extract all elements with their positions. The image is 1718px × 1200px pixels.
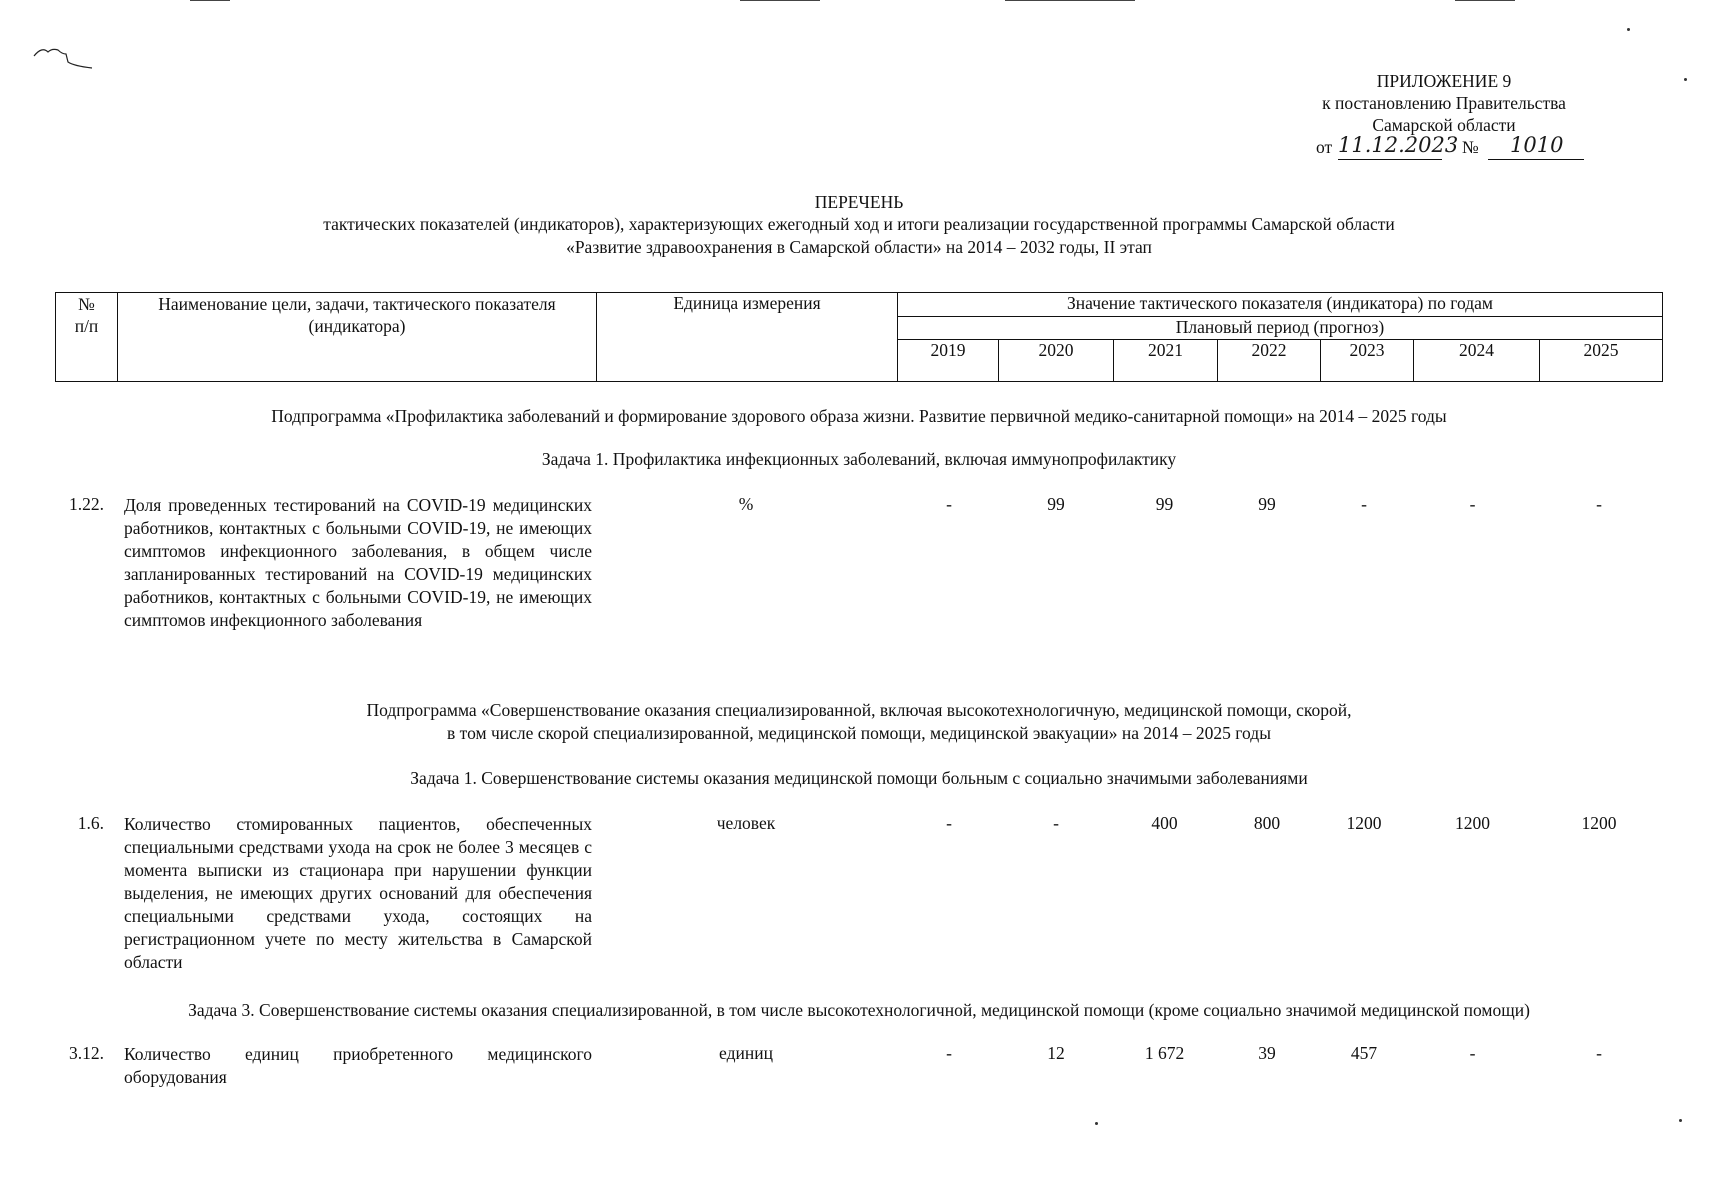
date-prefix: от [1316, 137, 1333, 157]
row-name: Доля проведенных тестирований на COVID-19 медицинских работников, контактных с больными COVID-19, не имеющих симптомов инфекционного заболевания, в общем числе запланированных тестирований на COVID-19 медицинских работников, контактных с больными COVID-19, не имеющих симптомов инфекционного заболевания [124, 495, 592, 630]
row-value-2025: - [1596, 1043, 1602, 1063]
row-value-2023: 1200 [1346, 813, 1382, 833]
header-col-unit: Единица измерения [597, 293, 898, 382]
appendix-date-line [1284, 133, 1604, 162]
header-col-period: Плановый период (прогноз) [898, 317, 1663, 340]
row-name: Количество стомированных пациентов, обеспеченных специальными средствами ухода на срок не более 3 месяцев с момента выписки из стационара при нарушении функции выделения, не имеющих других оснований для обеспечения специальными средствами ухода, состоящих на регистрационном учете по месту жительства в Самарской области [124, 814, 592, 972]
subprogram-heading-line-1: Подпрограмма «Совершенствование оказания специализированной, включая высокотехнологичную, медицинской помощи, скорой, [366, 700, 1352, 720]
task-heading: Задача 1. Профилактика инфекционных заболеваний, включая иммунопрофилактику [541, 449, 1177, 469]
header-year: 2021 [1114, 340, 1218, 382]
signature-underline [1488, 159, 1584, 160]
row-value-2022: 99 [1258, 494, 1276, 514]
handwritten-date: 11.12.2023 [1338, 133, 1459, 157]
row-value-2019: - [946, 494, 952, 514]
row-value-2022: 39 [1258, 1043, 1276, 1063]
row-number: 1.22. [69, 494, 104, 514]
row-value-2020: - [1053, 813, 1059, 833]
row-value-2022: 800 [1253, 813, 1281, 833]
row-value-2023: - [1361, 494, 1367, 514]
row-unit: единиц [719, 1043, 773, 1063]
header-col-name: Наименование цели, задачи, тактического показателя (индикатора) [118, 293, 597, 382]
row-value-2025: - [1596, 494, 1602, 514]
subprogram-heading-line-2: в том числе скорой специализированной, медицинской помощи, медицинской эвакуации» на 2014 – 2025 годы [447, 723, 1271, 743]
number-prefix: № [1462, 137, 1479, 157]
corner-scribble [30, 40, 100, 80]
handwritten-number: 1010 [1510, 133, 1564, 157]
appendix-line-1: к постановлению Правительства [1322, 93, 1566, 113]
signature-underline [1338, 159, 1442, 160]
row-value-2023: 457 [1350, 1043, 1378, 1063]
header-year: 2024 [1414, 340, 1540, 382]
scan-artifact-line [190, 0, 230, 1]
document-title: ПЕРЕЧЕНЬ [814, 192, 904, 212]
scan-artifact-line [1005, 0, 1135, 1]
row-name: Количество единиц приобретенного медицинского оборудования [124, 1044, 592, 1087]
appendix-block [1284, 70, 1604, 162]
appendix-title: ПРИЛОЖЕНИЕ 9 [1376, 71, 1512, 91]
header-year: 2022 [1218, 340, 1321, 382]
scan-speck [1684, 78, 1687, 81]
header-year: 2019 [898, 340, 999, 382]
row-unit: % [738, 494, 754, 514]
task-heading: Задача 1. Совершенствование системы оказания медицинской помощи больным с социально значимыми заболеваниями [410, 768, 1308, 788]
document-subtitle-line-1: тактических показателей (индикаторов), характеризующих ежегодный ход и итоги реализации государственной программы Самарской области [323, 214, 1395, 234]
header-year: 2020 [999, 340, 1114, 382]
row-value-2021: 99 [1155, 494, 1174, 514]
row-value-2021: 1 672 [1144, 1043, 1185, 1063]
row-value-2021: 400 [1151, 813, 1178, 833]
row-value-2020: 12 [1047, 1043, 1065, 1063]
appendix-line-2: Самарской области [1372, 115, 1516, 135]
task-heading: Задача 3. Совершенствование системы оказания специализированной, в том числе высокотехнологичной, медицинской помощи (кроме социально значимой медицинской помощи) [188, 1000, 1530, 1020]
row-number: 3.12. [69, 1043, 104, 1063]
scan-speck [1679, 1119, 1682, 1122]
header-year: 2023 [1321, 340, 1414, 382]
row-value-2024: - [1469, 494, 1476, 514]
row-value-2025: 1200 [1581, 813, 1617, 833]
row-value-2024: - [1469, 1043, 1476, 1063]
row-value-2020: 99 [1047, 494, 1065, 514]
scan-speck [1095, 1122, 1098, 1125]
row-value-2019: - [946, 813, 952, 833]
header-col-num: № п/п [56, 293, 118, 382]
header-col-values: Значение тактического показателя (индикатора) по годам [898, 293, 1663, 317]
row-unit: человек [716, 813, 776, 833]
row-value-2024: 1200 [1455, 813, 1490, 833]
scan-speck [1627, 28, 1630, 31]
row-value-2019: - [946, 1043, 952, 1063]
scan-artifact-line [1455, 0, 1515, 1]
row-number: 1.6. [77, 813, 104, 833]
header-year: 2025 [1540, 340, 1663, 382]
subprogram-heading: Подпрограмма «Профилактика заболеваний и формирование здорового образа жизни. Развитие первичной медико-санитарной помощи» на 2014 – 2025 годы [271, 406, 1447, 426]
document-subtitle-line-2: «Развитие здравоохранения в Самарской области» на 2014 – 2032 годы, II этап [566, 237, 1152, 257]
indicators-table-header [55, 292, 1663, 382]
scan-artifact-line [740, 0, 820, 1]
